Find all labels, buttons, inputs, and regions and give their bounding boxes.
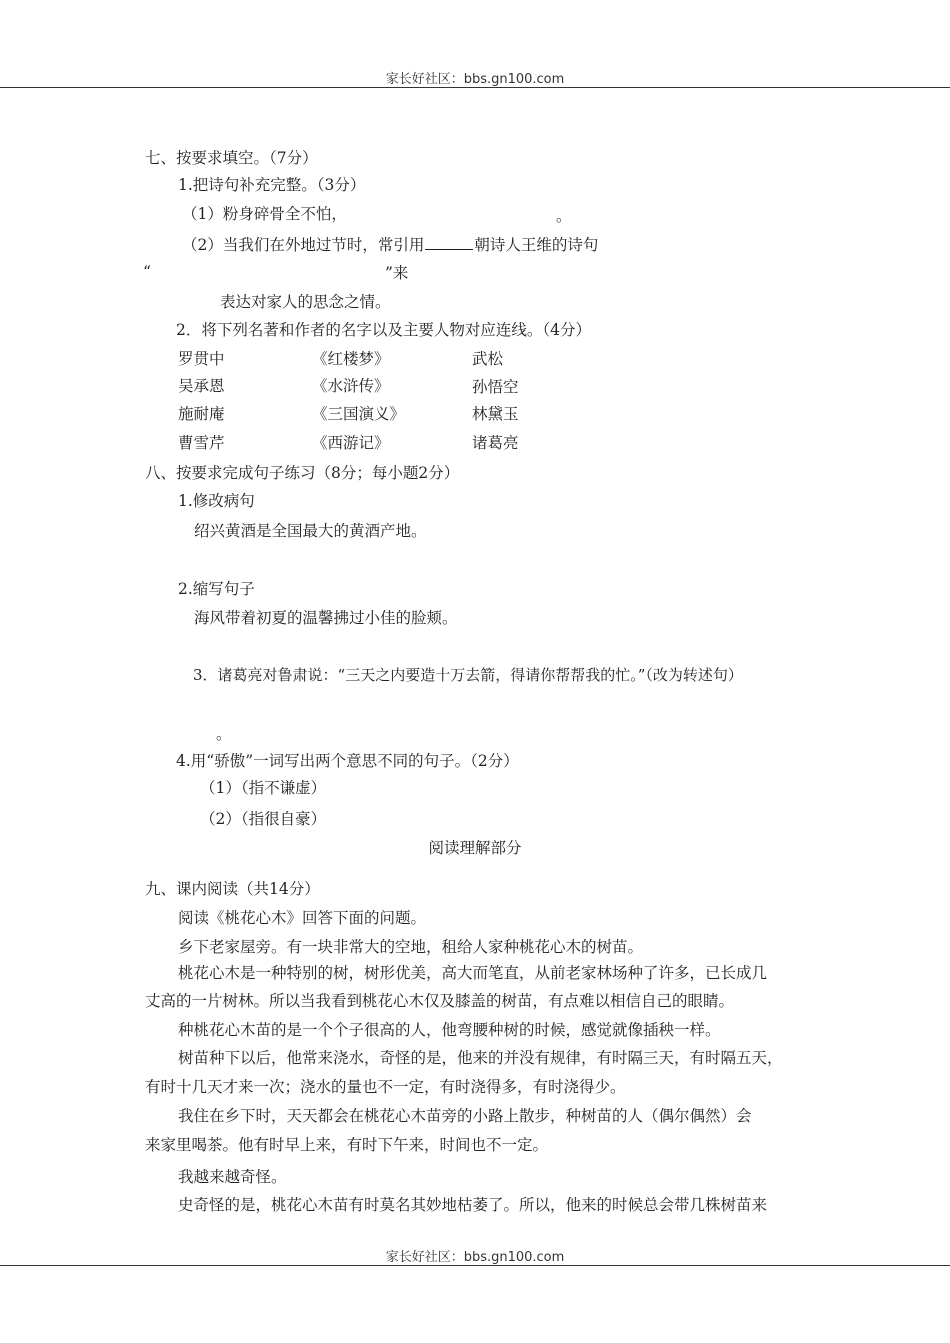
passage-line: 桃花心木是一种特别的树，树形优美，高大而笔直，从前老家林场种了许多，已长成几 bbox=[178, 964, 768, 982]
book-item: 《红楼梦》 bbox=[312, 350, 390, 368]
q7-1b bbox=[182, 234, 598, 255]
q7-1a: （1）粉身碎骨全不怕， bbox=[182, 205, 347, 223]
section-8-title: 八、按要求完成句子练习（8分；每小题2分） bbox=[145, 464, 460, 482]
fill-blank bbox=[425, 234, 473, 250]
character-item: 孙悟空 bbox=[472, 378, 519, 396]
passage-line: 乡下老家屋旁。有一块非常大的空地，租给人家种桃花心木的树苗。 bbox=[178, 938, 644, 956]
q7-2: 2．将下列名著和作者的名字以及主要人物对应连线。（4分） bbox=[176, 321, 591, 339]
passage-line: 史奇怪的是，桃花心木苗有时莫名其妙地枯萎了。所以，他来的时候总会带几株树苗来 bbox=[178, 1196, 768, 1214]
author-item: 曹雪芹 bbox=[178, 434, 225, 452]
q8-3: 3．诸葛亮对鲁肃说：“三天之内要造十万去箭，得请你帮帮我的忙。”（改为转述句） bbox=[193, 666, 743, 684]
q7-1b-post: 朝诗人王维的诗句 bbox=[474, 236, 599, 254]
quote-open: “ bbox=[143, 263, 151, 281]
page-footer: 家长好社区：bbs.gn100.com bbox=[385, 1250, 565, 1265]
passage-line: 种桃花心木苗的是一个个子很高的人，他弯腰种树的时候，感觉就像插秧一样。 bbox=[178, 1021, 721, 1039]
author-item: 施耐庵 bbox=[178, 405, 225, 423]
footer-rule bbox=[0, 1265, 950, 1266]
reading-intro: 阅读《桃花心木》回答下面的问题。 bbox=[178, 909, 427, 927]
passage-line: 树苗种下以后，他常来浇水，奇怪的是，他来的并没有规律，有时隔三天，有时隔五天， bbox=[178, 1049, 783, 1067]
header-rule bbox=[0, 87, 950, 88]
book-item: 《水浒传》 bbox=[312, 377, 390, 395]
q8-4b: （2）（指很自豪） bbox=[200, 810, 327, 828]
character-item: 诸葛亮 bbox=[472, 434, 519, 452]
q8-2: 2.缩写句子 bbox=[178, 580, 255, 598]
author-item: 吴承恩 bbox=[178, 377, 225, 395]
page-header: 家长好社区：bbs.gn100.com bbox=[385, 72, 565, 87]
passage-line: 有时十几天才来一次；浇水的量也不一定，有时浇得多，有时浇得少。 bbox=[145, 1078, 626, 1096]
quote-close: ”来 bbox=[385, 264, 409, 282]
passage-line: 来家里喝茶。他有时早上来，有时下午来，时间也不一定。 bbox=[145, 1136, 549, 1154]
q8-2-text: 海风带着初夏的温馨拂过小佳的脸颊。 bbox=[194, 609, 458, 627]
q7-1b-cont: 表达对家人的思念之情。 bbox=[220, 293, 391, 311]
q7-1a-end: 。 bbox=[556, 207, 572, 225]
character-item: 武松 bbox=[472, 350, 504, 368]
q8-1-text: 绍兴黄酒是全国最大的黄酒产地。 bbox=[194, 522, 427, 540]
passage-line: 我住在乡下时，天天都会在桃花心木苗旁的小路上散步，种树苗的人（偶尔偶然）会 bbox=[178, 1107, 752, 1125]
passage-line: 我越来越奇怪。 bbox=[178, 1168, 287, 1186]
book-item: 《三国演义》 bbox=[312, 405, 406, 423]
q7-1b-pre: （2）当我们在外地过节时，常引用 bbox=[182, 236, 425, 254]
section-9-title: 九、课内阅读（共14分） bbox=[145, 880, 320, 898]
q8-3-end: 。 bbox=[216, 725, 232, 743]
book-item: 《西游记》 bbox=[312, 434, 390, 452]
author-item: 罗贯中 bbox=[178, 350, 225, 368]
q8-4: 4.用“骄傲”一词写出两个意思不同的句子。（2分） bbox=[176, 752, 519, 770]
section-7-title: 七、按要求填空。（7分） bbox=[145, 149, 318, 167]
passage-line: 丈高的一片树林。所以当我看到桃花心木仅及膝盖的树苗，有点难以相信自己的眼睛。 bbox=[145, 992, 735, 1010]
q7-1: 1.把诗句补充完整。（3分） bbox=[178, 176, 366, 194]
q8-1: 1.修改病句 bbox=[178, 492, 255, 510]
q8-4a: （1）（指不谦虚） bbox=[200, 779, 327, 797]
character-item: 林黛玉 bbox=[472, 405, 519, 423]
reading-heading: 阅读理解部分 bbox=[428, 839, 522, 857]
